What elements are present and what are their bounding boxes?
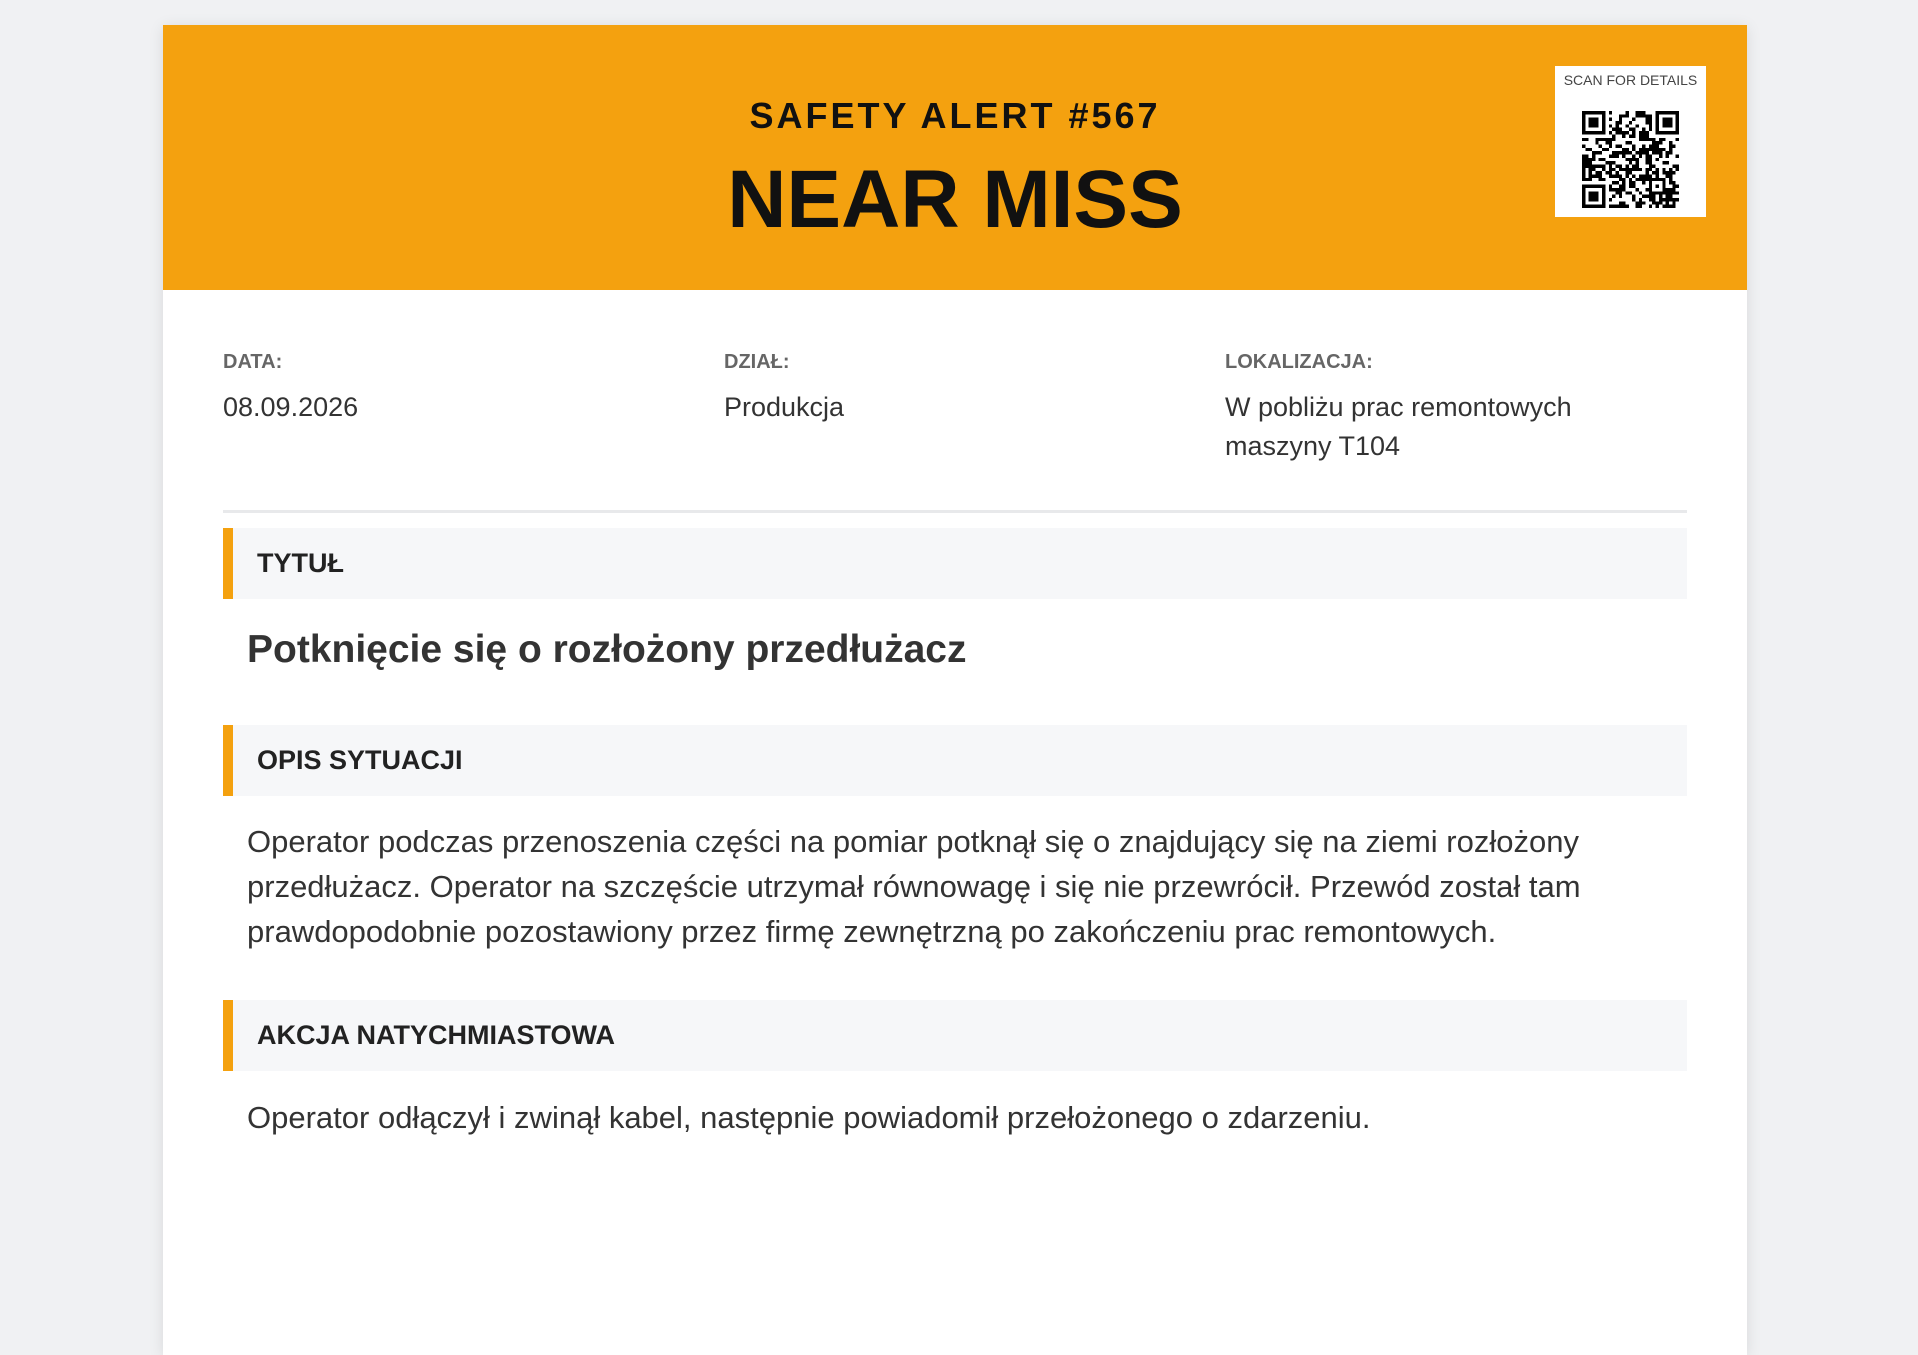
date-label: DATA:: [223, 351, 283, 373]
qr-code-icon[interactable]: [1582, 111, 1679, 208]
incident-title: Potknięcie się o rozłożony przedłużacz: [247, 628, 967, 671]
location-label: LOKALIZACJA:: [1225, 351, 1373, 373]
meta-department: [724, 350, 1194, 427]
alert-header: [163, 25, 1747, 290]
safety-alert-document: [163, 25, 1747, 1355]
meta-date: [223, 350, 693, 427]
alert-type-title: NEAR MISS: [727, 154, 1183, 245]
date-value: 08.09.2026: [223, 392, 359, 422]
department-value: Produkcja: [724, 392, 845, 422]
immediate-action-text: Operator odłączył i zwinął kabel, następnie powiadomił przełożonego o zdarzeniu.: [247, 1100, 1371, 1135]
section-heading-immediate-action-label: AKCJA NATYCHMIASTOWA: [257, 1020, 616, 1050]
section-heading-description-label: OPIS SYTUACJI: [257, 745, 463, 775]
situation-description: Operator podczas przenoszenia części na pomiar potknął się o znajdujący się na ziemi rozłożony przedłużacz. Operator na szczęście utrzymał równowagę i się nie przewrócił. Przewód został tam prawdopodobnie pozostawiony przez firmę zewnętrzną po zakończeniu prac remontowych.: [247, 824, 1581, 949]
section-heading-title: [223, 528, 1687, 599]
section-heading-title-label: TYTUŁ: [257, 548, 344, 578]
location-value: W pobliżu prac remontowych maszyny T104: [1225, 392, 1572, 461]
qr-caption: SCAN FOR DETAILS: [1563, 72, 1698, 88]
incident-meta: [223, 350, 1687, 513]
qr-code-panel[interactable]: [1555, 66, 1706, 217]
alert-number: SAFETY ALERT #567: [749, 95, 1161, 136]
meta-location: [1225, 350, 1645, 466]
section-heading-description: [223, 725, 1687, 796]
department-label: DZIAŁ:: [724, 351, 790, 373]
section-heading-immediate-action: [223, 1000, 1687, 1071]
